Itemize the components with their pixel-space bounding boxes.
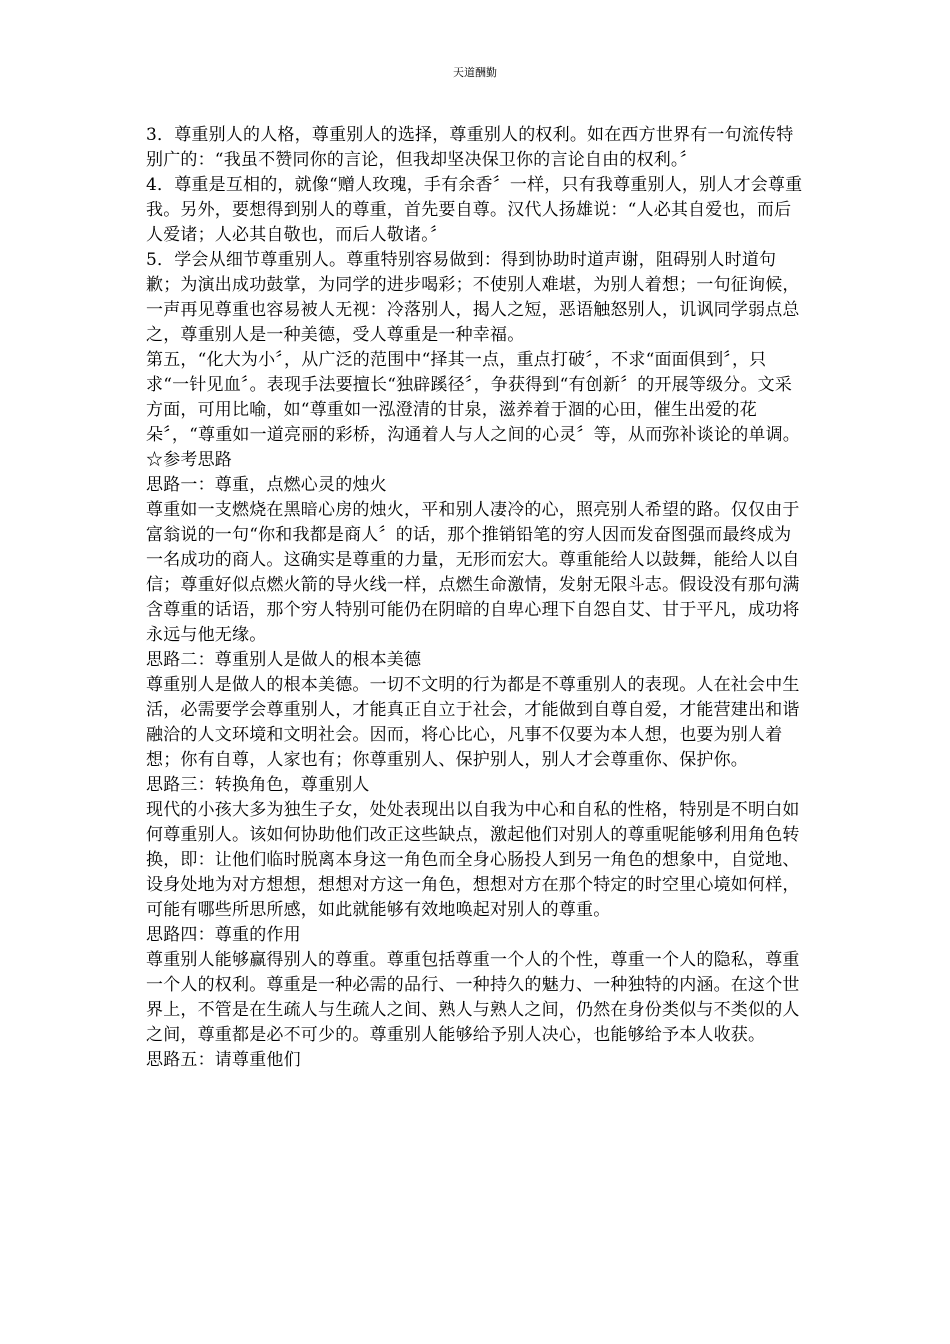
paragraph-fifth: 第五，“化大为小〞，从广泛的范围中“择其一点，重点打破〞，不求“面面俱到〞，只求“一针见血〞。表现手法要擅长“独辟蹊径〞，争获得到“有创新〞的开展等级分。文采方面，可用比喻，如“尊重如一泓澄清的甘泉，滋养着于涸的心田，催生出爱的花朵〞，“尊重如一道亮丽的彩桥，沟通着人与人之间的心灵〞等，从而弥补谈论的单调。: [146, 350, 800, 445]
idea-5-heading: 思路五：请尊重他们: [146, 1050, 301, 1070]
idea-1-heading: 思路一：尊重，点燃心灵的烛火: [146, 475, 387, 495]
paragraph-point-3: 3．尊重别人的人格，尊重别人的选择，尊重别人的权利。如在西方世界有一句流传特别广的：“我虽不赞同你的言论，但我却坚决保卫你的言论自由的权利。〞: [146, 125, 794, 170]
section-heading-reference: ☆参考思路: [146, 450, 232, 470]
idea-3-body: 现代的小孩大多为独生子女，处处表现出以自我为中心和自私的性格，特别是不明白如何尊重别人。该如何协助他们改正这些缺点，激起他们对别人的尊重呢能够利用角色转换，即：让他们临时脱离本身这一角色而全身心肠投人到另一角色的想象中，自觉地、设身处地为对方想想，想想对方这一角色，想想对方在那个特定的时空里心境如何样，可能有哪些所思所感，如此就能够有效地唤起对别人的尊重。: [146, 800, 800, 920]
idea-4-heading: 思路四：尊重的作用: [146, 925, 301, 945]
page-header: 天道酬勤: [453, 66, 497, 79]
paragraph-point-5: 5．学会从细节尊重别人。尊重特别容易做到：得到协助时道声谢，阻碍别人时道句歉；为演出成功鼓掌，为同学的进步喝彩；不使别人难堪，为别人着想；一句征询候，一声再见尊重也容易被人无视：冷落别人，揭人之短，恶语触怒别人，讥讽同学弱点总之，尊重别人是一种美德，受人尊重是一种幸福。: [146, 250, 800, 345]
document-body: [146, 123, 806, 1073]
idea-2-body: 尊重别人是做人的根本美德。一切不文明的行为都是不尊重别人的表现。人在社会中生活，必需要学会尊重别人，才能真正自立于社会，才能做到自尊自爱，才能营建出和谐融洽的人文环境和文明社会。因而，将心比心，凡事不仅要为本人想，也要为别人着想；你有自尊，人家也有；你尊重别人、保护别人，别人才会尊重你、保护你。: [146, 675, 800, 770]
idea-4-body: 尊重别人能够赢得别人的尊重。尊重包括尊重一个人的个性，尊重一个人的隐私，尊重一个人的权利。尊重是一种必需的品行、一种持久的魅力、一种独特的内涵。在这个世界上，不管是在生疏人与生疏人之间、熟人与熟人之间，仍然在身份类似与不类似的人之间，尊重都是必不可少的。尊重别人能够给予别人决心，也能够给予本人收获。: [146, 950, 800, 1045]
idea-3-heading: 思路三：转换角色，尊重别人: [146, 775, 370, 795]
paragraph-point-4: 4．尊重是互相的，就像“赠人玫瑰，手有余香〞一样，只有我尊重别人，别人才会尊重我。另外，要想得到别人的尊重，首先要自尊。汉代人扬雄说：“人必其自爱也，而后人爱诸；人必其自敬也，而后人敬诸。〞: [146, 175, 803, 245]
idea-2-heading: 思路二：尊重别人是做人的根本美德: [146, 650, 422, 670]
idea-1-body: 尊重如一支燃烧在黑暗心房的烛火，平和别人凄冷的心，照亮别人希望的路。仅仅由于富翁说的一句“你和我都是商人〞的话，那个推销铅笔的穷人因而发奋图强而最终成为一名成功的商人。这确实是尊重的力量，无形而宏大。尊重能给人以鼓舞，能给人以自信；尊重好似点燃火箭的导火线一样，点燃生命激情，发射无限斗志。假设没有那句满含尊重的话语，那个穷人特别可能仍在阴暗的自卑心理下自怨自艾、甘于平凡，成功将永远与他无缘。: [146, 500, 800, 645]
